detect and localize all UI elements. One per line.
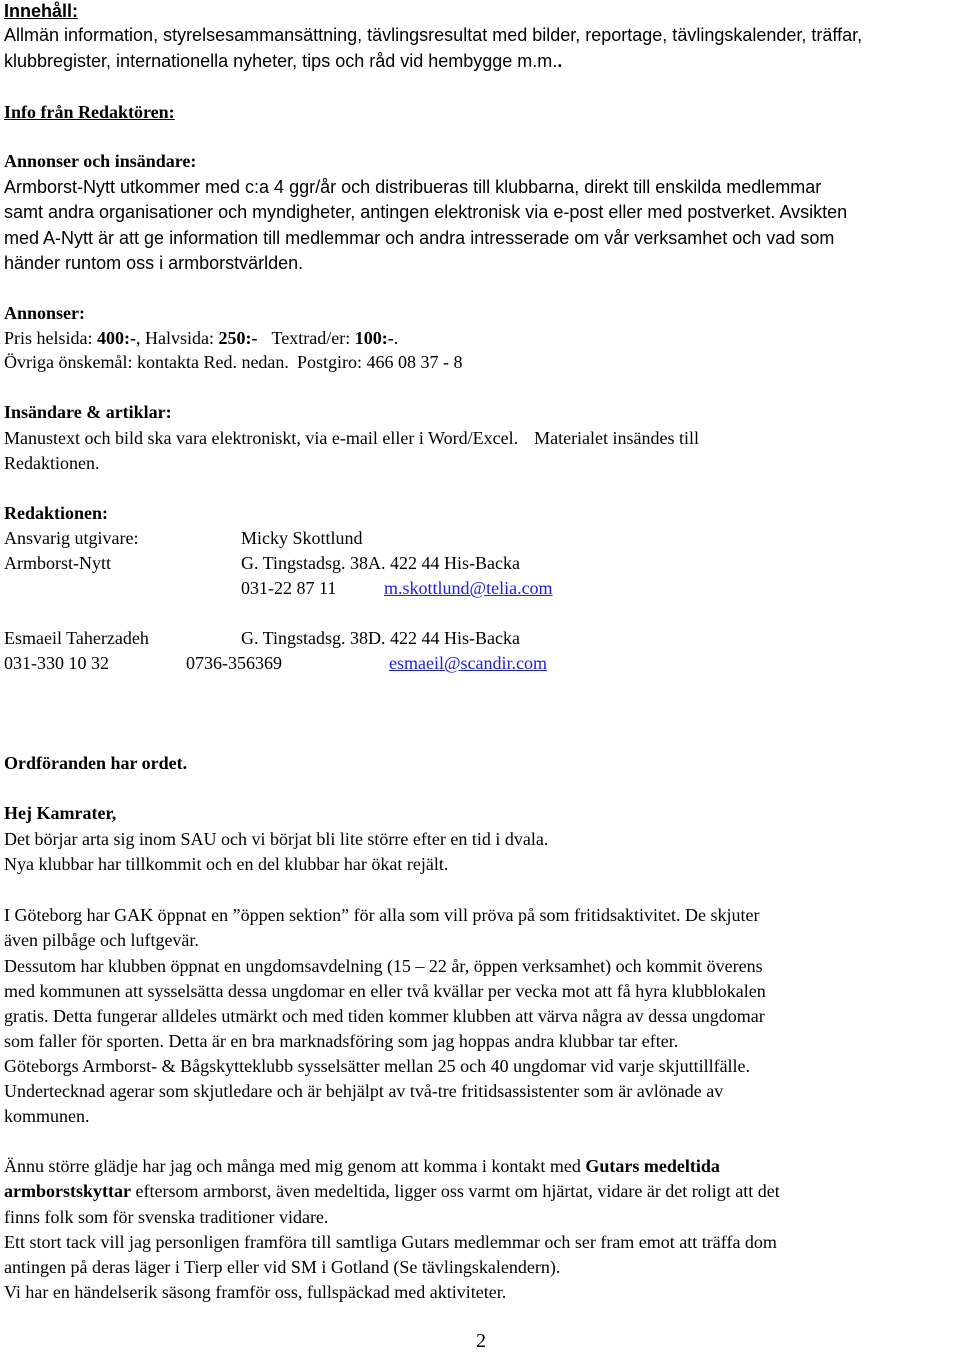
person2-name: Esmaeil Taherzadeh <box>4 628 149 648</box>
paragraph-line: armborstskyttar eftersom armborst, även medeltida, ligger oss varmt om hjärtat, vidare är det roligt att det <box>4 1181 780 1201</box>
ads-submissions-heading: Annonser och insändare: <box>4 151 197 171</box>
contents-line: Allmän information, styrelsesammansättning, tävlingsresultat med bilder, reportage, tävlingskalender, träffar, <box>4 25 863 45</box>
paragraph-line: I Göteborg har GAK öppnat en ”öppen sektion” för alla som vill pröva på som fritidsaktivitet. De skjuter <box>4 905 760 925</box>
editorial-heading: Redaktionen: <box>4 503 109 523</box>
paragraph-line: Redaktionen. <box>4 453 100 473</box>
person1-phone: 031-22 87 11 <box>241 578 337 598</box>
paragraph-line: finns folk som för svenska traditioner vidare. <box>4 1207 329 1227</box>
postgiro: Postgiro: 466 08 37 - 8 <box>296 352 463 372</box>
paragraph-line: Armborst-Nytt utkommer med c:a 4 ggr/år och distribueras till klubbarna, direkt till enskilda medlemmar <box>4 177 822 197</box>
paragraph-line: som faller för sporten. Detta är en bra marknadsföring som jag hoppas andra klubbar tar efter. <box>4 1031 679 1051</box>
paragraph-line: händer runtom oss i armborstvärlden. <box>4 253 304 273</box>
paragraph-line: Göteborgs Armborst- & Bågskytteklubb sysselsätter mellan 25 och 40 ungdomar vid varje skjuttillfälle. <box>4 1056 751 1076</box>
paragraph-line: gratis. Detta fungerar alldeles utmärkt och med tiden kommer klubben att värva några av dessa ungdomar <box>4 1006 765 1026</box>
chairman-greeting: Hej Kamrater, <box>4 803 117 823</box>
paragraph-line: kommunen. <box>4 1106 90 1126</box>
person1-email-link[interactable]: m.skottlund@telia.com <box>384 578 553 598</box>
submissions-heading: Insändare & artiklar: <box>4 402 172 422</box>
paragraph-line: antingen på deras läger i Tierp eller vid SM i Gotland (Se tävlingskalendern). <box>4 1257 561 1277</box>
ad-prices: Pris helsida: 400:-, Halvsida: 250:- Textrad/er: 100:-. <box>4 328 399 348</box>
ads-heading: Annonser: <box>4 303 86 323</box>
contents-line: klubbregister, internationella nyheter, tips och råd vid hembygge m.m.. <box>4 51 563 71</box>
paragraph-line: med kommunen att sysselsätta dessa ungdomar en eller två kvällar per vecka mot att få hyra klubblokalen <box>4 981 766 1001</box>
paragraph-line: Ett stort tack vill jag personligen framföra till samtliga Gutars medlemmar och ser fram emot att träffa dom <box>4 1232 777 1252</box>
paragraph-line: samt andra organisationer och myndigheter, antingen elektronisk via e-post eller med postverket. Avsikten <box>4 202 848 222</box>
person1-name: Micky Skottlund <box>241 528 363 548</box>
contents-heading: Innehåll: <box>4 1 79 21</box>
person2-mobile: 0736-356369 <box>186 653 282 673</box>
publisher-label: Ansvarig utgivare: <box>4 528 139 548</box>
document-page <box>4 0 954 1352</box>
publisher-org: Armborst-Nytt <box>4 553 111 573</box>
paragraph-line: Undertecknad agerar som skjutledare och är behjälpt av två-tre fritidsassistenter som är avlönade av <box>4 1081 724 1101</box>
paragraph-line: Dessutom har klubben öppnat en ungdomsavdelning (15 – 22 år, öppen verksamhet) och kommit överens <box>4 956 763 976</box>
person2-phone: 031-330 10 32 <box>4 653 109 673</box>
paragraph-line: även pilbåge och luftgevär. <box>4 930 199 950</box>
ad-contact: Övriga önskemål: kontakta Red. nedan. Postgiro: 466 08 37 - 8 <box>4 352 463 372</box>
paragraph-line: med A-Nytt är att ge information till medlemmar och andra intresserade om vår verksamhet och vad som <box>4 228 835 248</box>
person2-email-link[interactable]: esmaeil@scandir.com <box>389 653 548 673</box>
page-number: 2 <box>476 1330 486 1352</box>
person1-address: G. Tingstadsg. 38A. 422 44 His-Backa <box>241 553 521 573</box>
chairman-heading: Ordföranden har ordet. <box>4 753 188 773</box>
paragraph-line: Nya klubbar har tillkommit och en del klubbar har ökat rejält. <box>4 854 449 874</box>
paragraph-line: Ännu större glädje har jag och många med mig genom att komma i kontakt med Gutars medeltida <box>4 1156 720 1176</box>
editor-info-heading: Info från Redaktören: <box>4 102 175 122</box>
paragraph-line: Manustext och bild ska vara elektroniskt, via e-mail eller i Word/Excel. Materialet insändes till <box>4 428 700 448</box>
paragraph-line: Vi har en händelserik säsong framför oss, fullspäckad med aktiviteter. <box>4 1282 507 1302</box>
paragraph-line: Det börjar arta sig inom SAU och vi börjat bli lite större efter en tid i dvala. <box>4 829 549 849</box>
person2-address: G. Tingstadsg. 38D. 422 44 His-Backa <box>241 628 521 648</box>
